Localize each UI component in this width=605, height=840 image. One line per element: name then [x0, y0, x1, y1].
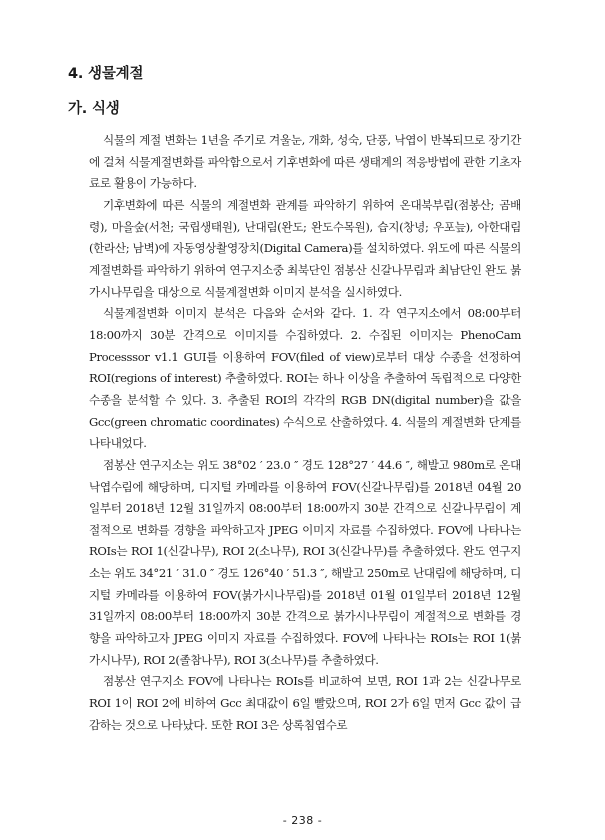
- paragraph-study-sites: 점봉산 연구지소는 위도 38°02 ′ 23.0 ″ 경도 128°27 ′ 44.6 ″, 해발고 980m로 온대낙엽수림에 해당하며, 디지털 카메라를 이용하여 FOV(신갈나무림)를 2018년 04월 20일부터 2018년 12월 31일까지 08:00부터 18:00까지 30분 간격으로 신갈나무림이 계절적으로 변화를 경향을 파악하고자 JPEG 이미지 자료를 수집하였다. FOV에 나타나는 ROIs는 ROI 1(신갈나무), ROI 2(소나무), ROI 3(신갈나무)를 추출하였다. 완도 연구지소는 위도 34°21 ′ 31.0 ″ 경도 126°40 ′ 51.3 ″, 해발고 250m로 난대림에 해당하며, 디지털 카메라를 이용하여 FOV(붉가시나무림)를 2018년 01월 01일부터 2018년 12월 31일까지 08:00부터 18:00까지 30분 간격으로 붉가시나무림이 계절적으로 변화를 경향을 파악하고자 JPEG 이미지 자료를 수집하였다. FOV에 나타나는 ROIs는 ROI 1(붉가시나무), ROI 2(졸참나무), ROI 3(소나무)를 추출하였다.: [89, 457, 521, 667]
- paragraph-camera-sites: 기후변화에 따른 식물의 계절변화 관계를 파악하기 위하여 온대북부림(점봉산; 곰배령), 마을숲(서천; 국립생태원), 난대림(완도; 완도수목원), 습지(창녕; 우포늪), 아한대림(한라산; 남벽)에 자동영상촬영장치(Digital Camera)를 설치하였다. 위도에 따른 식물의 계절변화를 파악하기 위하여 연구지소중 최북단인 점봉산 신갈나무림과 최남단인 완도 붉가시나무림을 대상으로 식물계절변화 이미지 분석을 실시하였다.: [89, 197, 521, 299]
- section-heading: 4. 생물계절: [68, 66, 144, 82]
- body-text: [89, 130, 521, 736]
- subsection-heading: 가. 식생: [68, 101, 120, 117]
- page-number: - 238 -: [282, 814, 323, 827]
- paragraph-phenology-intro: 식물의 계절 변화는 1년을 주기로 겨울눈, 개화, 성숙, 단풍, 낙엽이 반복되므로 장기간에 걸쳐 식물계절변화를 파악함으로서 기후변화에 따른 생태계의 적응방법에 관한 기초자료로 활용이 가능하다.: [89, 133, 521, 191]
- paragraph-roi-comparison: 점봉산 연구지소 FOV에 나타나는 ROIs를 비교하여 보면, ROI 1과 2는 신갈나무로 ROI 1이 ROI 2에 비하여 Gcc 최대값이 6일 빨랐으며, ROI 2가 6일 먼저 Gcc 값이 급감하는 것으로 나타났다. 또한 ROI 3은 상록침엽수로: [89, 674, 521, 732]
- paragraph-analysis-steps: 식물계절변화 이미지 분석은 다음와 순서와 같다. 1. 각 연구지소에서 08:00부터 18:00까지 30분 간격으로 이미지를 수집하였다. 2. 수집된 이미지는 PhenoCam Processsor v1.1 GUI를 이용하여 FOV(filed of view)로부터 대상 수종을 선정하여 ROI(regions of interest) 추출하였다. ROI는 하나 이상을 추출하여 독립적으로 다양한 수종을 분석할 수 있다. 3. 추출된 ROI의 각각의 RGB DN(digital number)을 값을 Gcc(green chromatic coordinates) 수식으로 산출하였다. 4. 식물의 계절변화 단계를 나타내었다.: [89, 306, 521, 451]
